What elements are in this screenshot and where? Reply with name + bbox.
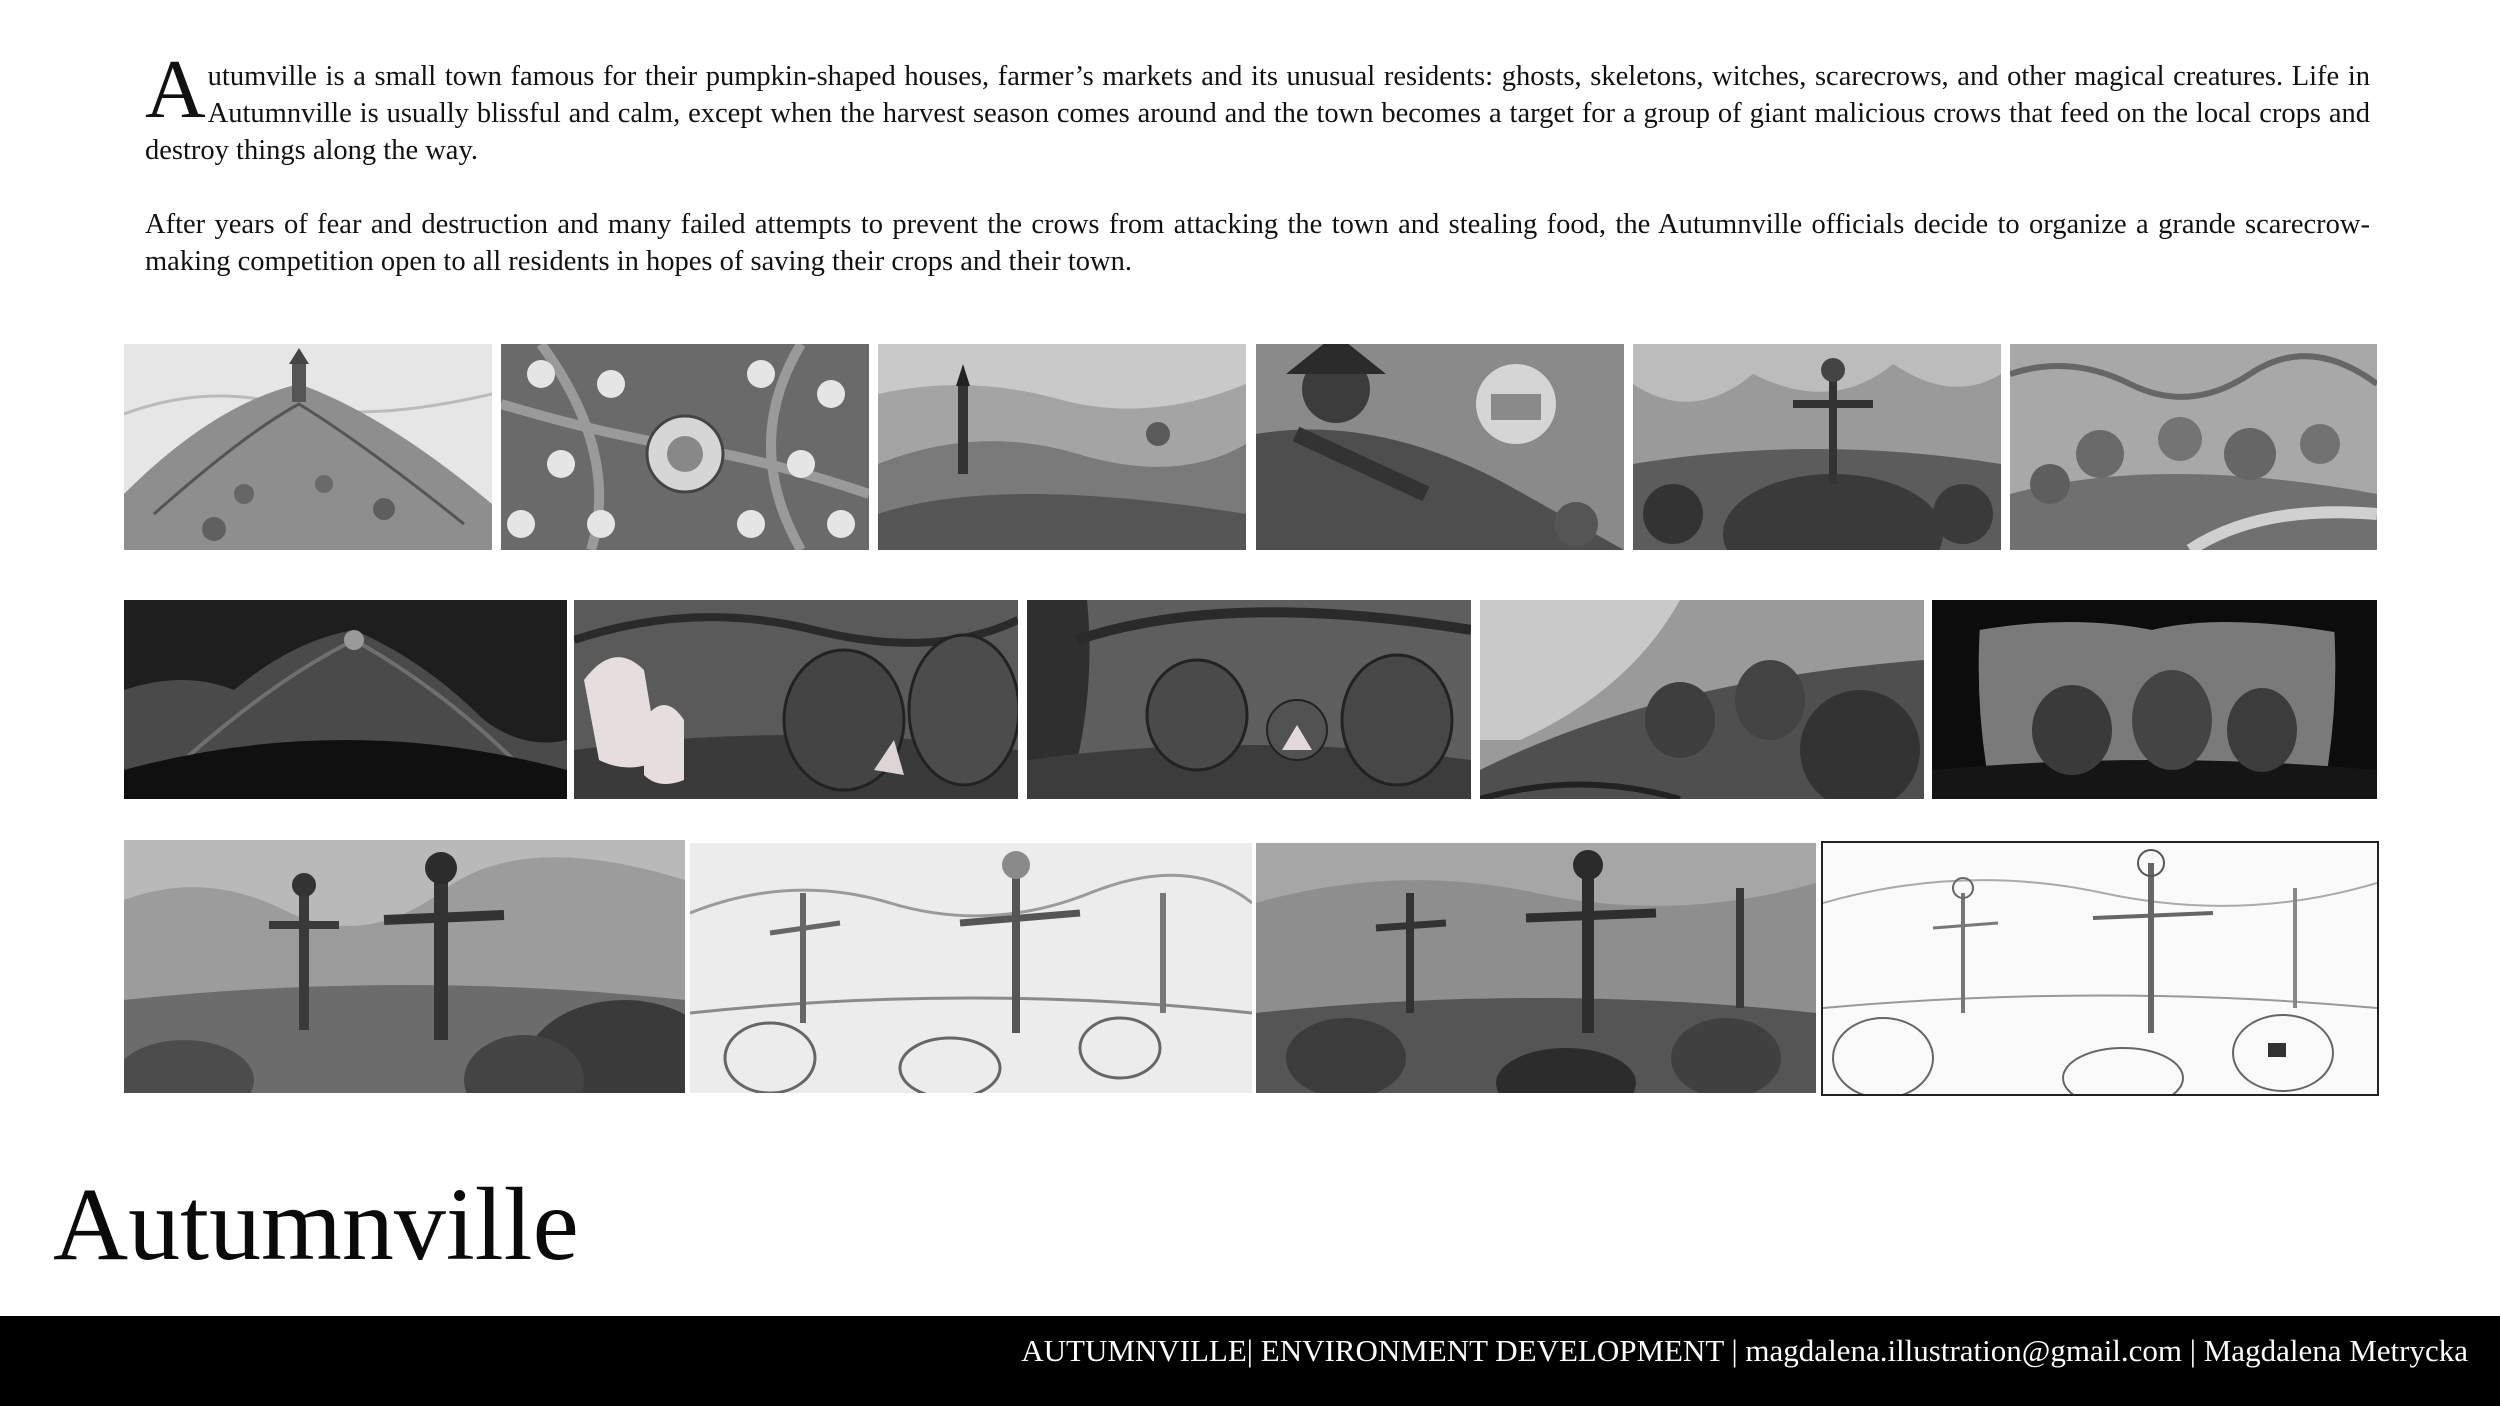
thumb-pumpkin-village (2010, 344, 2377, 550)
hill-castle-image (124, 344, 492, 550)
scarecrow-foreground-image (1256, 344, 1624, 550)
thumb-tower-valley (878, 344, 1246, 550)
thumb-ghost-houses (574, 600, 1018, 799)
thumb-pumpkin-map (501, 344, 869, 550)
thumb-tree-houses (1027, 600, 1471, 799)
drop-cap: A (145, 43, 206, 136)
scarecrow-field-value-image (124, 840, 685, 1093)
scarecrow-field-tonal-image (1256, 843, 1816, 1093)
thumb-scarecrow-field-value (124, 840, 685, 1093)
pumpkin-village-image (2010, 344, 2377, 550)
thumb-scarecrow-field-pencil (690, 843, 1252, 1093)
scarecrow-pumpkin-image (1633, 344, 2001, 550)
slope-houses-image (1480, 600, 1924, 799)
pumpkin-map-image (501, 344, 869, 550)
footer-bar (0, 1316, 2500, 1406)
tree-houses-image (1027, 600, 1471, 799)
footer-credits: AUTUMNVILLE| ENVIRONMENT DEVELOPMENT | magdalena.illustration@gmail.com | Magdalena Metrycka (1021, 1333, 2468, 1368)
dark-hill-image (124, 600, 567, 799)
silhouette-frame-image (1932, 600, 2377, 799)
thumb-scarecrow-field-lineart (1821, 841, 2379, 1096)
thumb-silhouette-frame (1932, 600, 2377, 799)
thumb-hill-castle (124, 344, 492, 550)
thumb-scarecrow-field-tonal (1256, 843, 1816, 1093)
scarecrow-field-lineart-image (1823, 843, 2377, 1094)
intro-paragraph-2: After years of fear and destruction and many failed attempts to prevent the crows from attacking the town and stealing food, the Autumnville officials decide to organize a grande scarecrow-making competition open to all residents in hopes of saving their crops and their town. (145, 209, 2370, 277)
scarecrow-field-pencil-image (690, 843, 1252, 1093)
thumb-scarecrow-pumpkin (1633, 344, 2001, 550)
page-title: Autumnville (53, 1167, 579, 1282)
intro-paragraph-1-text: utumville is a small town famous for their pumpkin-shaped houses, farmer’s markets and its unusual residents: ghosts, skeletons, witches, scarecrows, and other magical creatures. Life in Autumnville is usually blissful and calm, except when the harvest season comes around and the town becomes a target for a group of giant malicious crows that feed on the local crops and destroy things along the way. (145, 61, 2370, 166)
thumb-slope-houses (1480, 600, 1924, 799)
ghost-houses-image (574, 600, 1018, 799)
thumb-scarecrow-foreground (1256, 344, 1624, 550)
tower-valley-image (878, 344, 1246, 550)
intro-paragraph-1 (145, 43, 2370, 169)
thumb-dark-hill (124, 600, 567, 799)
intro-text (145, 43, 2370, 280)
